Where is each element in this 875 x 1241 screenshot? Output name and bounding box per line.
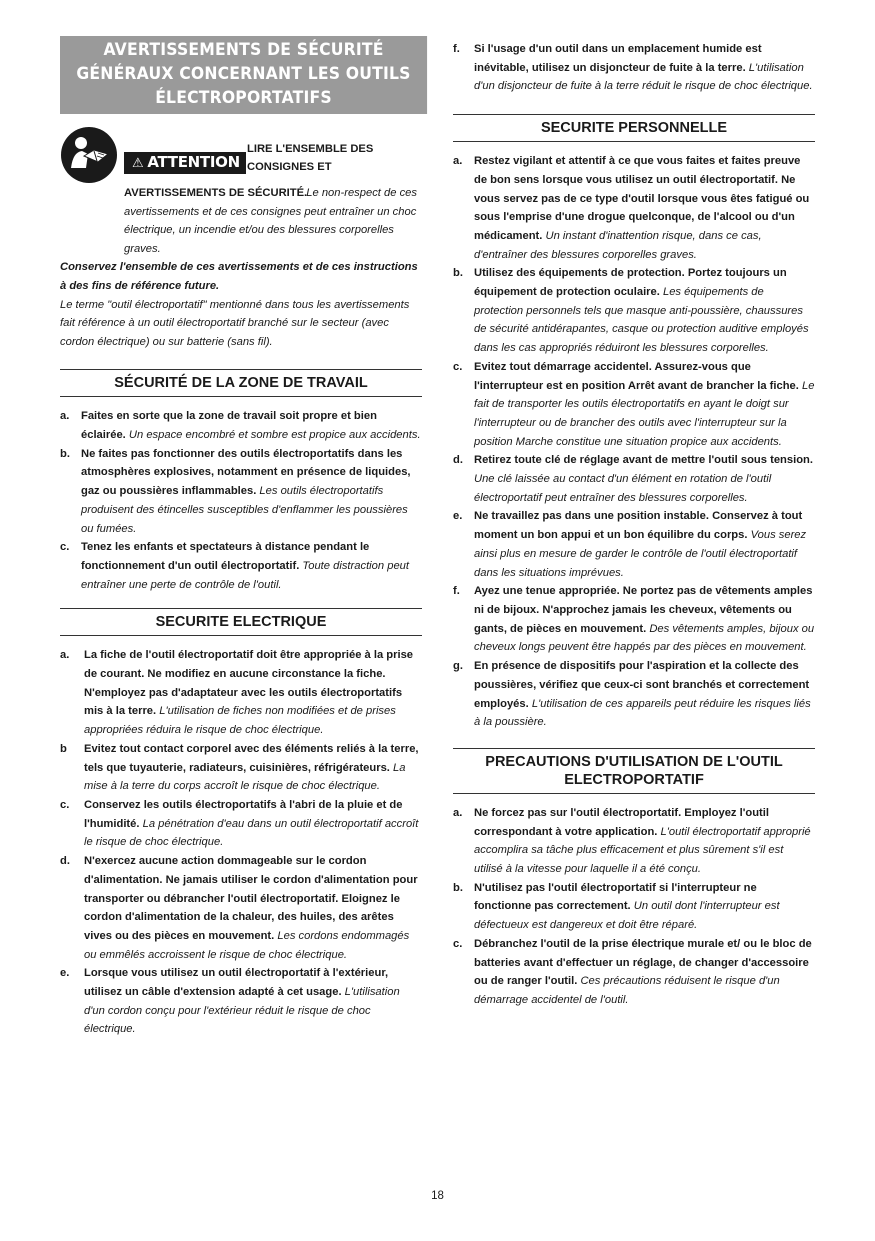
item-explanation: Ces précautions réduisent le risque d'un démarrage accidentel de l'outil. xyxy=(474,975,780,1006)
list-item xyxy=(453,152,815,264)
banner-line: ÉLECTROPORTATIFS xyxy=(155,88,332,108)
list-item xyxy=(453,451,815,507)
item-instruction: Tenez les enfants et spectateurs à distance pendant le fonctionnement d'un outil électroportatif. xyxy=(81,541,370,572)
item-label: e. xyxy=(453,510,463,523)
list-item xyxy=(453,879,815,935)
personal-safety-list xyxy=(453,152,815,732)
item-label: f. xyxy=(453,43,460,55)
item-instruction: Utilisez des équipements de protection. Portez toujours un équipement de protection oculaire. xyxy=(474,267,787,299)
item-label: d. xyxy=(60,855,70,868)
item-label: c. xyxy=(453,360,463,373)
section-title-work-area: SÉCURITÉ DE LA ZONE DE TRAVAIL xyxy=(60,369,422,397)
item-explanation: L'outil électroportatif approprié accomplira sa tâche plus efficacement et plus sûrement s'il est utilisé à la vitesse pour laquelle il a été conçu. xyxy=(474,825,811,876)
item-instruction: Evitez tout démarrage accidentel. Assurez-vous que l'interrupteur est en position Arrêt avant de brancher la fiche. xyxy=(474,360,799,392)
item-explanation: La mise à la terre du corps accroît le risque de choc électrique. xyxy=(84,761,406,793)
item-instruction: Ne travaillez pas dans une position instable. Conservez à tout moment un bon appui et un bon équilibre du corps. xyxy=(474,510,803,542)
left-column xyxy=(60,36,422,1039)
item-explanation: Toute distraction peut entraîner une perte de contrôle de l'outil. xyxy=(81,559,409,591)
item-label: g. xyxy=(453,660,463,673)
list-item xyxy=(60,646,422,740)
item-instruction: Ne forcez pas sur l'outil électroportatif. Employez l'outil correspondant à votre application. xyxy=(474,806,769,838)
attention-definition-text: Le terme "outil électroportatif" mentionné dans tous les avertissements fait référence à un outil électroportatif branché sur le secteur (avec cordon électrique) ou sur batterie (sans fil). xyxy=(60,298,410,348)
item-instruction: Lorsque vous utilisez un outil électroportatif à l'extérieur, utilisez un câble d'extension adapté à cet usage. xyxy=(84,967,389,999)
item-explanation: L'utilisation d'un disjoncteur de fuite à la terre réduit le risque de choc électrique. xyxy=(474,61,813,93)
list-item xyxy=(453,935,815,1010)
item-instruction: En présence de dispositifs pour l'aspiration et la collecte des poussières, vérifiez que ceux-ci sont branchés et correctement employés. xyxy=(474,660,810,710)
item-label: d. xyxy=(453,454,463,467)
precautions-list xyxy=(453,804,815,1010)
list-item xyxy=(60,796,422,852)
list-item xyxy=(60,445,422,539)
list-item xyxy=(453,657,815,732)
item-label: c. xyxy=(453,937,463,950)
page-number: 18 xyxy=(431,1190,444,1202)
list-item xyxy=(453,507,815,582)
item-instruction: Ayez une tenue appropriée. Ne portez pas de vêtements amples ni de bijoux. N'approchez jamais les cheveux, vêtements ou gants, de pièces en mouvement. xyxy=(474,585,813,635)
item-instruction: N'exercez aucune action dommageable sur le cordon d'alimentation. Ne jamais utiliser le cordon d'alimentation pour transporter ou débrancher l'outil électroportatif. Eloignez le cordon d'alimentation de la chaleur, des huiles, des arêtes vives ou des pièces en mouvement. xyxy=(84,855,418,942)
item-explanation: Les cordons endommagés ou emmêlés accroissent le risque de choc électrique. xyxy=(84,929,410,961)
attention-label: ATTENTION xyxy=(147,153,240,171)
attention-badge xyxy=(124,152,246,174)
item-explanation: Vous serez ainsi plus en mesure de garder le contrôle de l'outil électroportatif dans les situations imprévues. xyxy=(474,529,807,579)
item-label: c. xyxy=(60,799,70,811)
item-label: b. xyxy=(453,881,463,894)
item-label: b. xyxy=(60,447,70,460)
item-label: a. xyxy=(60,649,70,662)
item-label: b xyxy=(60,742,67,755)
item-label: e. xyxy=(60,967,70,980)
item-label: f. xyxy=(453,585,460,598)
list-item xyxy=(60,740,422,796)
attention-heading-line: CONSIGNES ET xyxy=(247,161,332,173)
section-title-line: ELECTROPORTATIF xyxy=(564,771,704,788)
item-instruction: La fiche de l'outil électroportatif doit être appropriée à la prise de courant. Ne modifiez en aucune circonstance la fiche. N'employez pas d'adaptateur avec les outils électroportatifs mis à la terre. xyxy=(84,649,414,718)
attention-bold-text: Conservez l'ensemble de ces avertissements et de ces instructions à des fins de référence future. xyxy=(60,261,418,292)
item-instruction: Faites en sorte que la zone de travail soit propre et bien éclairée. xyxy=(81,410,377,442)
section-title-precautions xyxy=(453,748,815,794)
item-label: a. xyxy=(453,806,463,819)
list-item xyxy=(453,40,815,96)
item-explanation: Un outil dont l'interrupteur est défectueux est dangereux et doit être réparé. xyxy=(474,900,780,932)
electrical-list-continued xyxy=(453,40,815,96)
banner-line: AVERTISSEMENTS DE SÉCURITÉ xyxy=(103,40,384,60)
item-explanation: Les équipements de protection personnels tels que masque anti-poussière, chaussures de sécurité antidérapantes, casque ou protection auditive employés dans les cas appropriés réduiront les blessures corporelles. xyxy=(474,286,809,355)
right-column xyxy=(453,40,815,1010)
attention-heading-line: AVERTISSEMENTS DE SÉCURITÉ. xyxy=(124,187,308,199)
list-item xyxy=(60,407,422,444)
list-item xyxy=(60,852,422,964)
attention-block xyxy=(60,126,422,258)
item-instruction: Conservez les outils électroportatifs à l'abri de la pluie et de l'humidité. xyxy=(84,799,403,830)
item-explanation: Le fait de transporter les outils électroportatifs en ayant le doigt sur l'interrupteur ou de brancher des outils avec l'interrupteur sur la position Marche constitue une situation propice aux accidents. xyxy=(474,379,815,448)
list-item xyxy=(60,538,422,594)
item-instruction: Evitez tout contact corporel avec des éléments reliés à la terre, tels que tuyauterie, radiateurs, cuisinières, réfrigérateurs. xyxy=(84,742,419,774)
item-explanation: La pénétration d'eau dans un outil électroportatif accroît le risque de choc électrique. xyxy=(84,817,419,849)
attention-heading-line: LIRE L'ENSEMBLE DES xyxy=(247,143,374,155)
item-instruction: N'utilisez pas l'outil électroportatif si l'interrupteur ne fonctionne pas correctement. xyxy=(474,881,757,913)
item-label: c. xyxy=(60,541,70,554)
list-item xyxy=(60,964,422,1039)
item-label: a. xyxy=(60,410,70,423)
item-explanation: Un instant d'inattention risque, dans ce cas, d'entraîner des blessures corporelles graves. xyxy=(474,229,762,261)
section-title-line: PRECAUTIONS D'UTILISATION DE L'OUTIL xyxy=(485,753,783,770)
item-instruction: Retirez toute clé de réglage avant de mettre l'outil sous tension. xyxy=(474,454,813,467)
item-explanation: L'utilisation de fiches non modifiées et de prises appropriées réduira le risque de choc électrique. xyxy=(84,705,396,737)
work-area-list xyxy=(60,407,422,594)
item-instruction: Ne faites pas fonctionner des outils électroportatifs dans les atmosphères explosives, notamment en présence de liquides, gaz ou poussières inflammables. xyxy=(81,447,411,498)
item-instruction: Débranchez l'outil de la prise électrique murale et/ ou le bloc de batteries avant d'effectuer un réglage, de changer d'accessoire ou de ranger l'outil. xyxy=(474,937,812,988)
read-manual-icon xyxy=(60,126,118,184)
attention-body xyxy=(60,184,422,258)
list-item xyxy=(453,358,815,452)
warning-triangle-icon: ⚠ xyxy=(132,156,144,171)
general-warnings-banner xyxy=(60,36,427,114)
item-instruction: Restez vigilant et attentif à ce que vous faites et faites preuve de bon sens lorsque vous utilisez un outil électroportatif. Ne vous servez pas de ce type d'outil lorsque vous êtes fatigué ou sous l'emprise d'une drogue quelconque, de l'alcool ou d'un médicament. xyxy=(474,155,810,242)
item-explanation: Une clé laissée au contact d'un élément en rotation de l'outil électroportatif peut entraîner des blessures corporelles. xyxy=(474,473,772,504)
item-explanation: Un espace encombré et sombre est propice aux accidents. xyxy=(125,429,421,442)
section-title-electrical: SECURITE ELECTRIQUE xyxy=(60,608,422,636)
attention-header-row xyxy=(124,126,422,184)
item-label: a. xyxy=(453,155,463,168)
item-explanation: Des vêtements amples, bijoux ou cheveux longs peuvent être happés par des pièces en mouvement. xyxy=(474,622,815,654)
banner-line: GÉNÉRAUX CONCERNANT LES OUTILS xyxy=(76,64,411,84)
item-explanation: L'utilisation de ces appareils peut réduire les risques liés à la poussière. xyxy=(474,697,811,729)
item-label: b. xyxy=(453,267,463,280)
attention-text: Le non-respect de ces avertissements et de ces consignes peut entraîner un choc électrique, un incendie et/ou des blessures corporelles graves. xyxy=(124,187,417,255)
list-item xyxy=(453,582,815,657)
electrical-list xyxy=(60,646,422,1039)
item-explanation: L'utilisation d'un cordon conçu pour l'extérieur réduit le risque de choc électrique. xyxy=(84,986,400,1036)
list-item xyxy=(453,804,815,879)
item-instruction: Si l'usage d'un outil dans un emplacement humide est inévitable, utilisez un disjoncteur de fuite à la terre. xyxy=(474,43,762,74)
section-title-personal: SECURITE PERSONNELLE xyxy=(453,114,815,142)
item-explanation: Les outils électroportatifs produisent des étincelles susceptibles d'enflammer les poussières ou fumées. xyxy=(81,485,408,535)
list-item xyxy=(453,264,815,358)
attention-heading xyxy=(247,140,427,176)
attention-notes xyxy=(60,258,422,351)
